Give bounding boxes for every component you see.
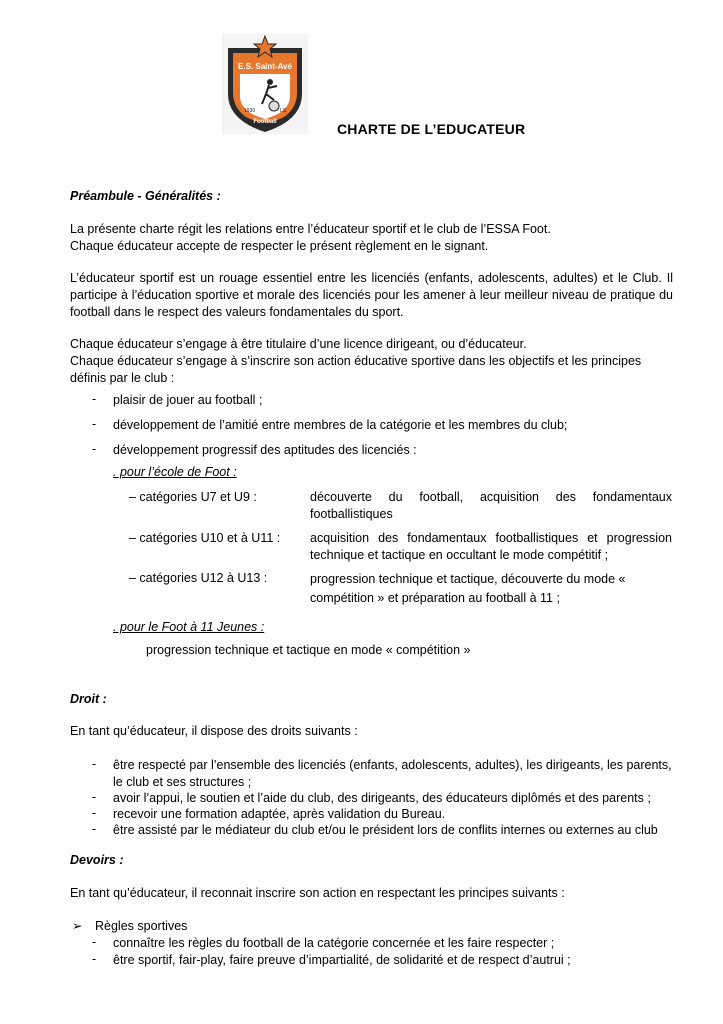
bullet-dash: - (92, 790, 97, 804)
droit-heading: Droit : (70, 692, 107, 706)
category-desc: progression technique et tactique, découverte du mode « compétition » et préparation au football à 11 ; (310, 572, 626, 605)
preambule-p1b: Chaque éducateur accepte de respecter le présent règlement en le signant. (70, 239, 489, 253)
category-desc: découverte du football, acquisition des fondamentaux footballistiques (310, 490, 672, 521)
bullet-dash: - (92, 822, 97, 836)
droit-item: être assisté par le médiateur du club et/ou le président lors de conflits internes ou externes au club (113, 823, 658, 837)
droit-item: avoir l’appui, le soutien et l’aide du club, des dirigeants, des éducateurs diplômés et des parents ; (113, 791, 651, 805)
bullet-dash: - (92, 806, 97, 820)
logo-left-year: 1930 (244, 108, 256, 114)
preambule-heading: Préambule - Généralités : (70, 189, 221, 203)
logo-club-name: E.S. Saint-Avé (238, 62, 292, 71)
bullet-dash: - (92, 935, 97, 949)
category-name: – catégories U7 et U9 : (129, 490, 257, 504)
bullet-dash: - (92, 392, 97, 406)
preambule-p3a: Chaque éducateur s’engage à être titulaire d’une licence dirigeant, ou d’éducateur. (70, 337, 527, 351)
preambule-p2: L’éducateur sportif est un rouage essentiel entre les licenciés (enfants, adolescents, adultes) et le Club. Il participe à l’éducation sportive et morale des licenciés pour les amener à leur meilleur niveau de pratique du football dans le respect des valeurs fondamentales du sport. (70, 271, 673, 319)
bullet-dash: - (92, 442, 97, 456)
bullet-item: plaisir de jouer au football ; (113, 393, 263, 407)
droit-intro: En tant qu’éducateur, il dispose des droits suivants : (70, 724, 358, 738)
ecole-label: . pour l’école de Foot : (113, 465, 237, 479)
preambule-p1a: La présente charte régit les relations entre l’éducateur sportif et le club de l’ESSA Foot. (70, 222, 551, 236)
devoirs-intro: En tant qu’éducateur, il reconnait inscrire son action en respectant les principes suivants : (70, 886, 565, 900)
preambule-p3b: Chaque éducateur s’engage à s’inscrire son action éducative sportive dans les objectifs et les principes définis par le club : (70, 354, 642, 385)
bullet-dash: - (92, 417, 97, 431)
logo-right-year: LS (280, 108, 287, 114)
category-name: – catégories U10 et à U11 : (129, 531, 281, 545)
bullet-item: développement progressif des aptitudes des licenciés : (113, 443, 417, 457)
bullet-dash: - (92, 757, 97, 771)
droit-item: recevoir une formation adaptée, après validation du Bureau. (113, 807, 446, 821)
devoirs-item: être sportif, fair-play, faire preuve d’impartialité, de solidarité et de respect d’autrui ; (113, 953, 571, 967)
arrow-bullet-icon: ➢ (72, 919, 83, 933)
bullet-item: développement de l’amitié entre membres de la catégorie et les membres du club; (113, 418, 568, 432)
logo-sport: Football (253, 119, 277, 125)
foot11-label: . pour le Foot à 11 Jeunes : (113, 620, 265, 634)
page-title: CHARTE DE L’EDUCATEUR (337, 121, 526, 137)
club-logo (222, 34, 308, 134)
devoirs-section: Règles sportives (95, 919, 188, 933)
bullet-dash: - (92, 952, 97, 966)
category-desc: acquisition des fondamentaux footballistiques et progression technique et tactique en occultant le mode compétitif ; (310, 531, 672, 562)
droit-item: être respecté par l’ensemble des licenciés (enfants, adolescents, adultes), les dirigeants, les parents, le club et ses structures ; (113, 758, 672, 789)
category-name: – catégories U12 à U13 : (129, 571, 268, 585)
devoirs-item: connaître les règles du football de la catégorie concernée et les faire respecter ; (113, 936, 555, 950)
foot11-desc: progression technique et tactique en mode « compétition » (146, 643, 471, 657)
devoirs-heading: Devoirs : (70, 853, 124, 867)
